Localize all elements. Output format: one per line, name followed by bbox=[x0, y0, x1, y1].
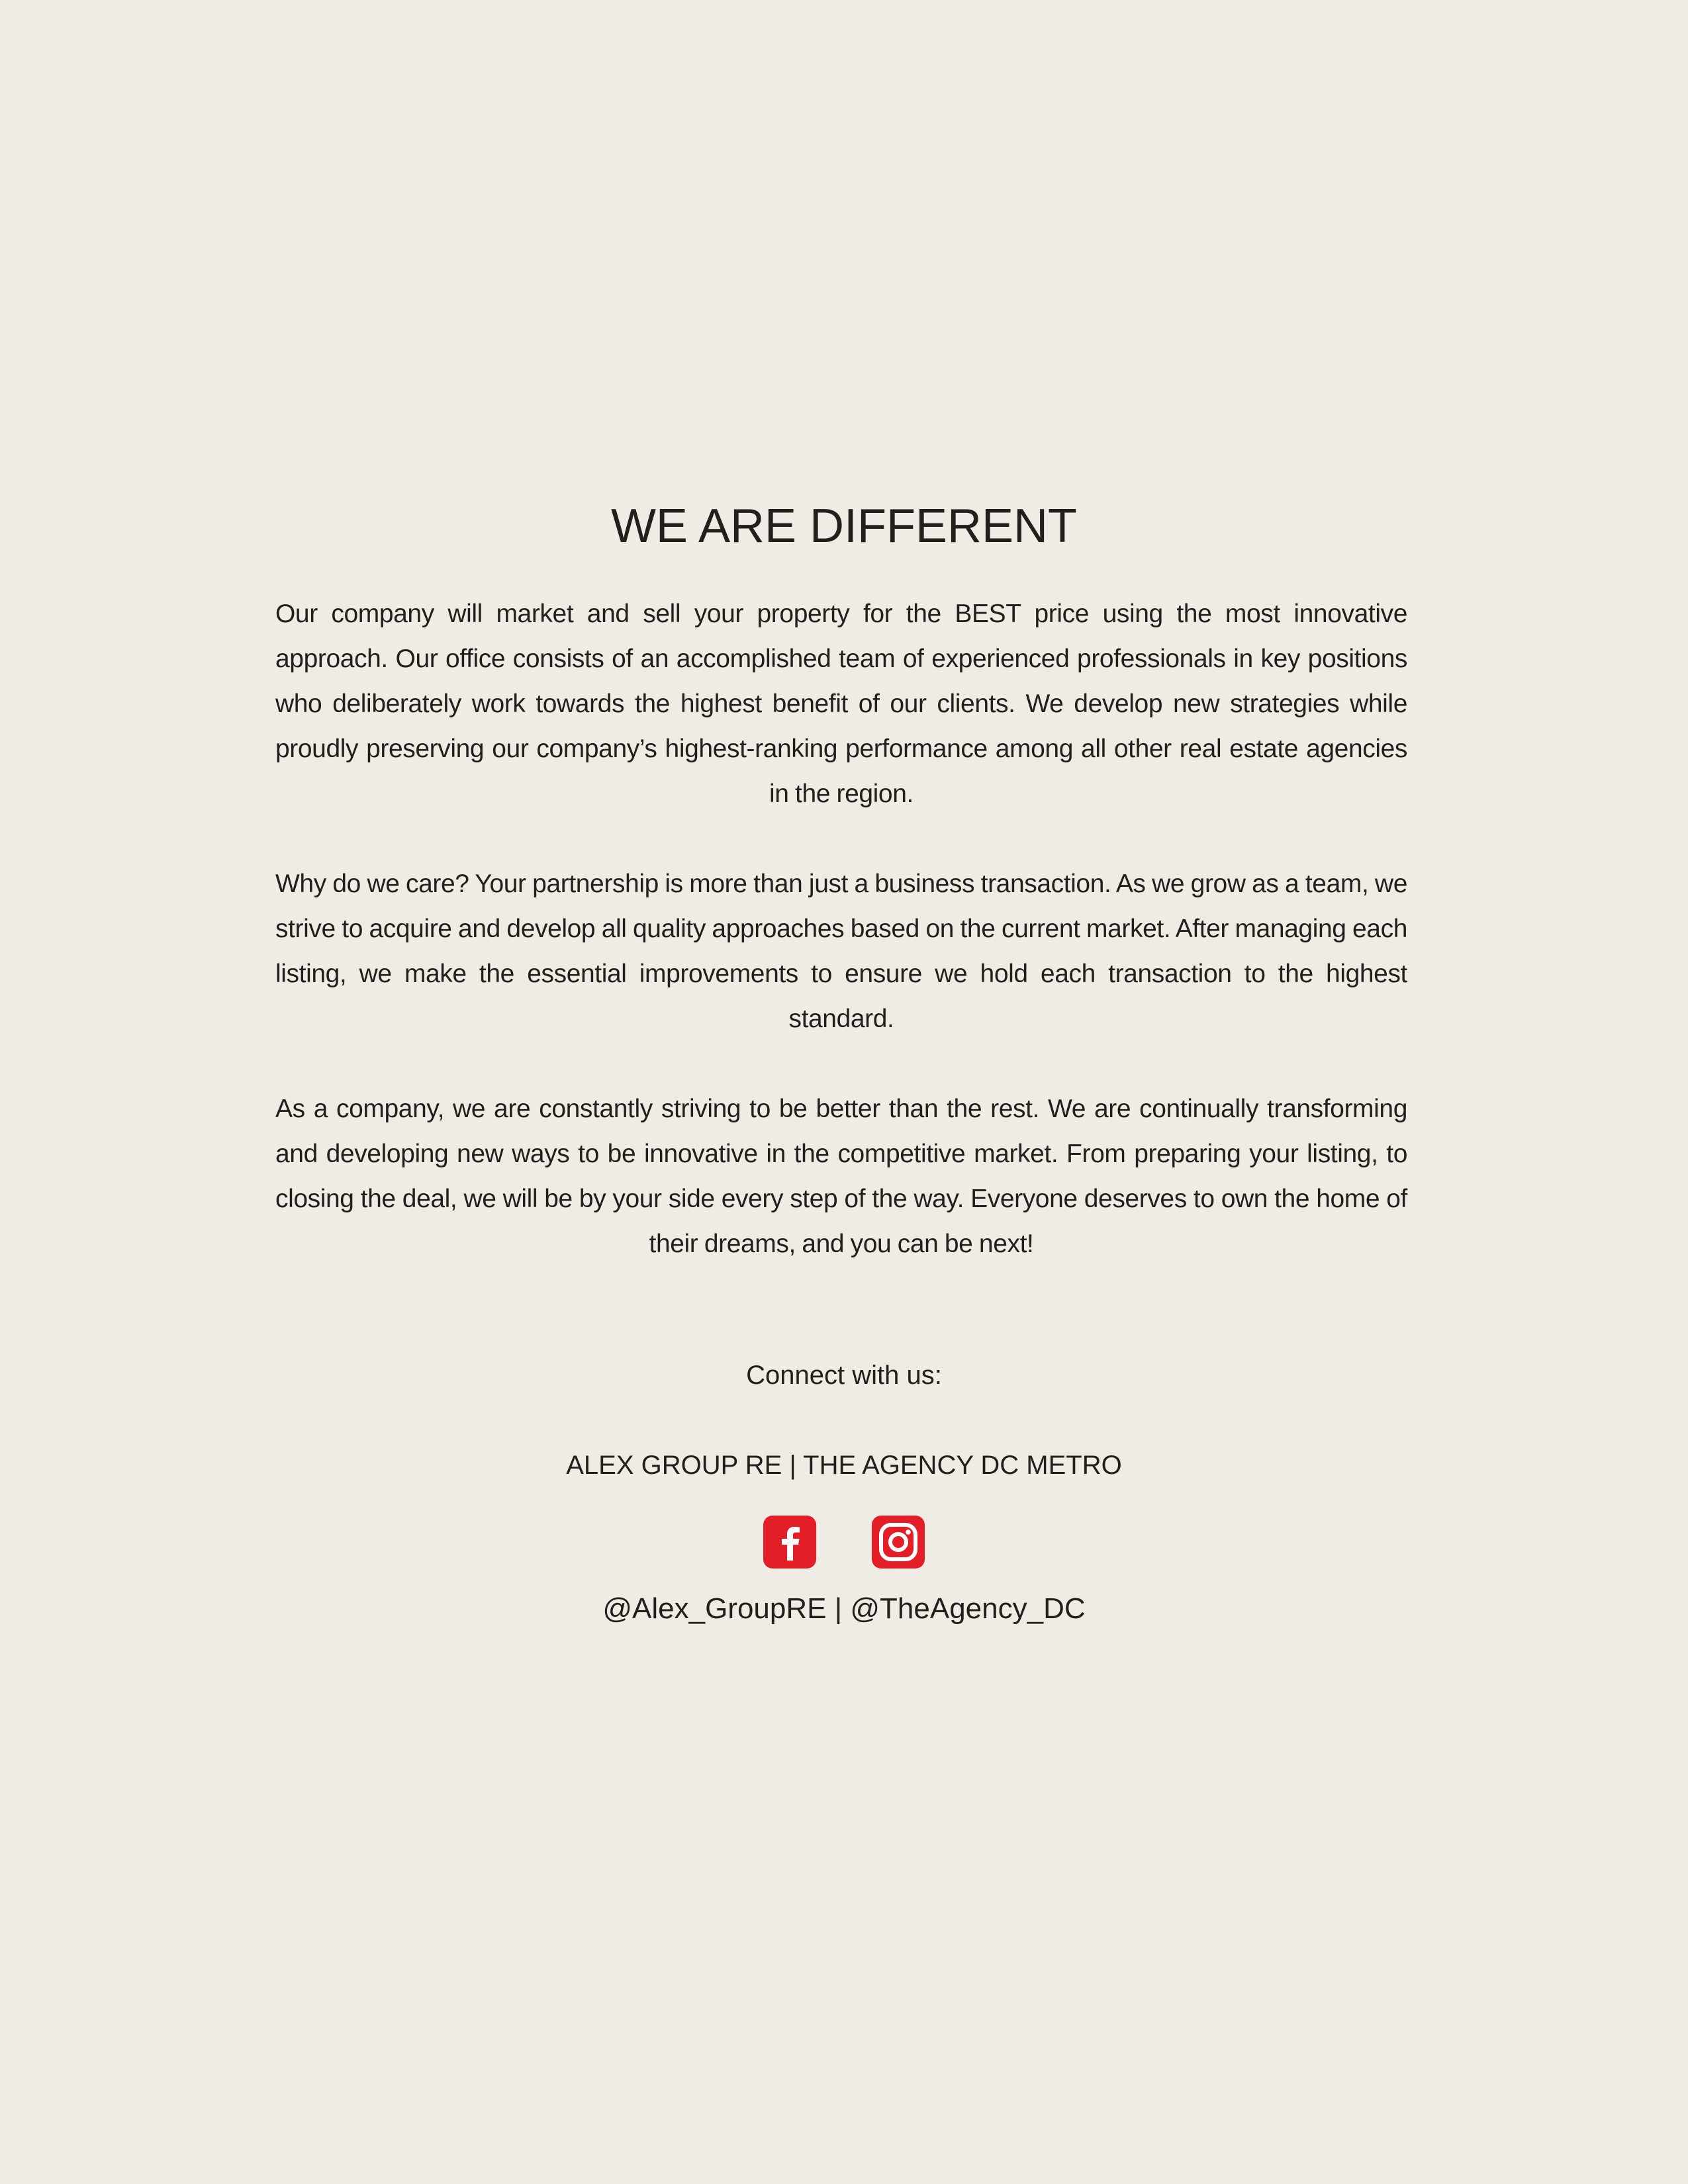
connect-label: Connect with us: bbox=[746, 1361, 942, 1390]
paragraph-company-striving: As a company, we are constantly striving to be better than the rest. We are continually transforming and developing new ways to be innovative in the competitive market. From preparing your listing, to closing the deal, we will be by your side every step of the way. Everyone deserves to own the home of their dreams, and you can be next! bbox=[275, 1095, 1407, 1258]
social-handles: @Alex_GroupRE | @TheAgency_DC bbox=[602, 1592, 1086, 1625]
social-icons bbox=[0, 1516, 1688, 1569]
body-text bbox=[275, 592, 1407, 1312]
instagram-icon[interactable] bbox=[872, 1516, 925, 1569]
page-title: WE ARE DIFFERENT bbox=[610, 500, 1078, 553]
paragraph-why-we-care: Why do we care? Your partnership is more than just a business transaction. As we grow as a team, we strive to acquire and develop all quality approaches based on the current market. After managing each listing, we make the essential improvements to ensure we hold each transaction to the highest standard. bbox=[275, 870, 1407, 1033]
agency-name: ALEX GROUP RE | THE AGENCY DC METRO bbox=[566, 1451, 1122, 1480]
paragraph-intro: Our company will market and sell your property for the BEST price using the most innovative approach. Our office consists of an accomplished team of experienced professionals in key positions who deliberately work towards the highest benefit of our clients. We develop new strategies while proudly preserving our company’s highest-ranking performance among all other real estate agencies in the region. bbox=[275, 600, 1407, 808]
facebook-icon[interactable] bbox=[763, 1516, 816, 1569]
